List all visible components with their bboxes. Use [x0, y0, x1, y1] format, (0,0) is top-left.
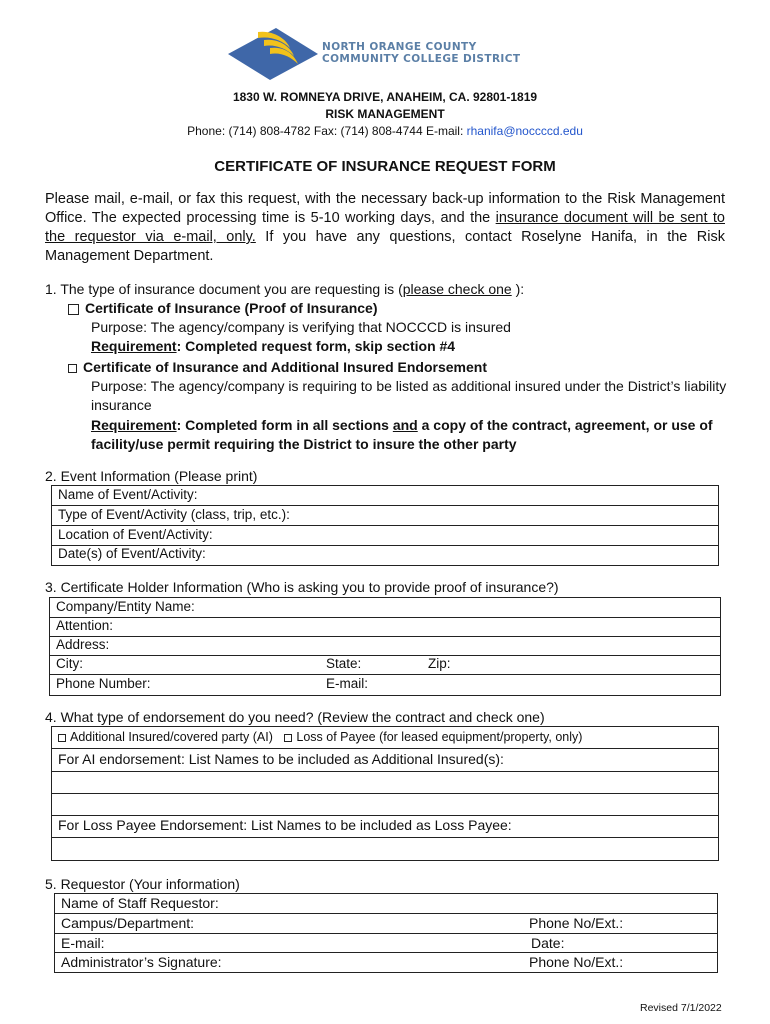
event-dates-field[interactable]: Date(s) of Event/Activity: [58, 546, 206, 561]
phone-ext-field-2[interactable]: Phone No/Ext.: [529, 954, 624, 970]
section5-heading: 5. Requestor (Your information) [45, 876, 240, 892]
event-location-field[interactable]: Location of Event/Activity: [58, 527, 213, 542]
state-field[interactable]: State: [326, 656, 362, 671]
q1-suffix: ): [511, 281, 525, 297]
ai-names-input-2[interactable] [52, 794, 718, 814]
option2-checkbox[interactable] [68, 364, 77, 373]
endorsement-table [51, 726, 719, 861]
revised-date: Revised 7/1/2022 [640, 1002, 722, 1014]
address-field[interactable]: Address: [56, 637, 110, 652]
staff-requestor-field[interactable]: Name of Staff Requestor: [61, 895, 219, 911]
zip-field[interactable]: Zip: [428, 656, 451, 671]
holder-info-table [49, 597, 721, 696]
option2-title: Certificate of Insurance and Additional Insured Endorsement [83, 359, 487, 375]
address-line: 1830 W. ROMNEYA DRIVE, ANAHEIM, CA. 92801-1819 [232, 90, 538, 104]
org-name-line2: COMMUNITY COLLEGE DISTRICT [322, 53, 521, 65]
q1-prefix: 1. The type of insurance document you are requesting is ( [45, 281, 403, 297]
date-field[interactable]: Date: [531, 935, 565, 951]
event-name-field[interactable]: Name of Event/Activity: [58, 487, 198, 502]
phone-number-field[interactable]: Phone Number: [56, 676, 151, 691]
intro-underlined: insurance document will be sent to the requestor via e-mail, only. [45, 210, 725, 245]
requestor-email-field[interactable]: E-mail: [61, 935, 105, 951]
option1-purpose: Purpose: The agency/company is verifying that NOCCCD is insured [91, 319, 511, 335]
lp-names-input[interactable] [52, 838, 718, 858]
option2-purpose: Purpose: The agency/company is requiring to be listed as additional insured under the District’s liability insurance [91, 378, 727, 413]
city-field[interactable]: City: [56, 656, 83, 671]
option2-requirement [91, 416, 731, 454]
org-name-line1: NORTH ORANGE COUNTY [322, 41, 477, 53]
section3-heading: 3. Certificate Holder Information (Who is asking you to provide proof of insurance?) [45, 579, 559, 595]
ai-names-label: For AI endorsement: List Names to be included as Additional Insured(s): [58, 751, 504, 767]
form-title: CERTIFICATE OF INSURANCE REQUEST FORM [214, 158, 556, 175]
admin-signature-field[interactable]: Administrator’s Signature: [61, 954, 222, 970]
intro-text-2: If you have any questions, contact Roselyne Hanifa, in the Risk Management Department. [45, 229, 726, 264]
option1-title: Certificate of Insurance (Proof of Insurance) [85, 300, 378, 316]
ai-checkbox[interactable] [58, 734, 66, 742]
section2-heading: 2. Event Information (Please print) [45, 468, 258, 484]
department-line: RISK MANAGEMENT [325, 107, 445, 121]
attention-field[interactable]: Attention: [56, 618, 114, 633]
opt1-req-label: Requirement [91, 338, 177, 354]
lp-option-label: Loss of Payee (for leased equipment/property, only) [296, 730, 583, 744]
option1-checkbox[interactable] [68, 304, 79, 315]
option1-requirement [91, 337, 455, 356]
ai-names-input-1[interactable] [52, 772, 718, 792]
section4-heading: 4. What type of endorsement do you need? (Review the contract and check one) [45, 709, 545, 725]
campus-department-field[interactable]: Campus/Department: [61, 915, 195, 931]
requestor-table [54, 893, 718, 973]
holder-email-field[interactable]: E-mail: [326, 676, 369, 691]
intro-text-1: Please mail, e-mail, or fax this request, with the necessary back-up information to the Risk Management Office. The expected processing time is 5-10 working days, and the [45, 191, 725, 226]
option1-row [68, 299, 378, 318]
ai-option-label: Additional Insured/covered party (AI) [70, 730, 273, 744]
event-type-field[interactable]: Type of Event/Activity (class, trip, etc.): [58, 507, 290, 522]
company-field[interactable]: Company/Entity Name: [56, 599, 195, 614]
district-logo [228, 26, 318, 80]
opt2-req-label: Requirement [91, 417, 177, 433]
contact-text: Phone: (714) 808-4782 Fax: (714) 808-4744 E-mail: [187, 124, 467, 138]
intro-paragraph [45, 190, 725, 266]
lp-checkbox[interactable] [284, 734, 292, 742]
contact-line [0, 124, 770, 138]
endorsement-options [58, 730, 582, 744]
q1-underlined: please check one [402, 281, 512, 297]
section1-question [45, 280, 524, 299]
option2-row [68, 358, 487, 377]
opt2-req-and: and [392, 417, 418, 433]
opt2-req-text2: a copy of the contract, agreement, or use of facility/use permit requiring the District to insure the other party [91, 417, 713, 452]
logo-icon [228, 26, 318, 80]
email-link[interactable]: rhanifa@noccccd.edu [466, 124, 583, 138]
opt2-req-text1: : Completed form in all sections [176, 417, 393, 433]
lp-names-label: For Loss Payee Endorsement: List Names to be included as Loss Payee: [58, 817, 512, 833]
opt1-req-text: : Completed request form, skip section #4 [176, 338, 456, 354]
event-info-table [51, 485, 719, 566]
phone-ext-field-1[interactable]: Phone No/Ext.: [529, 915, 624, 931]
